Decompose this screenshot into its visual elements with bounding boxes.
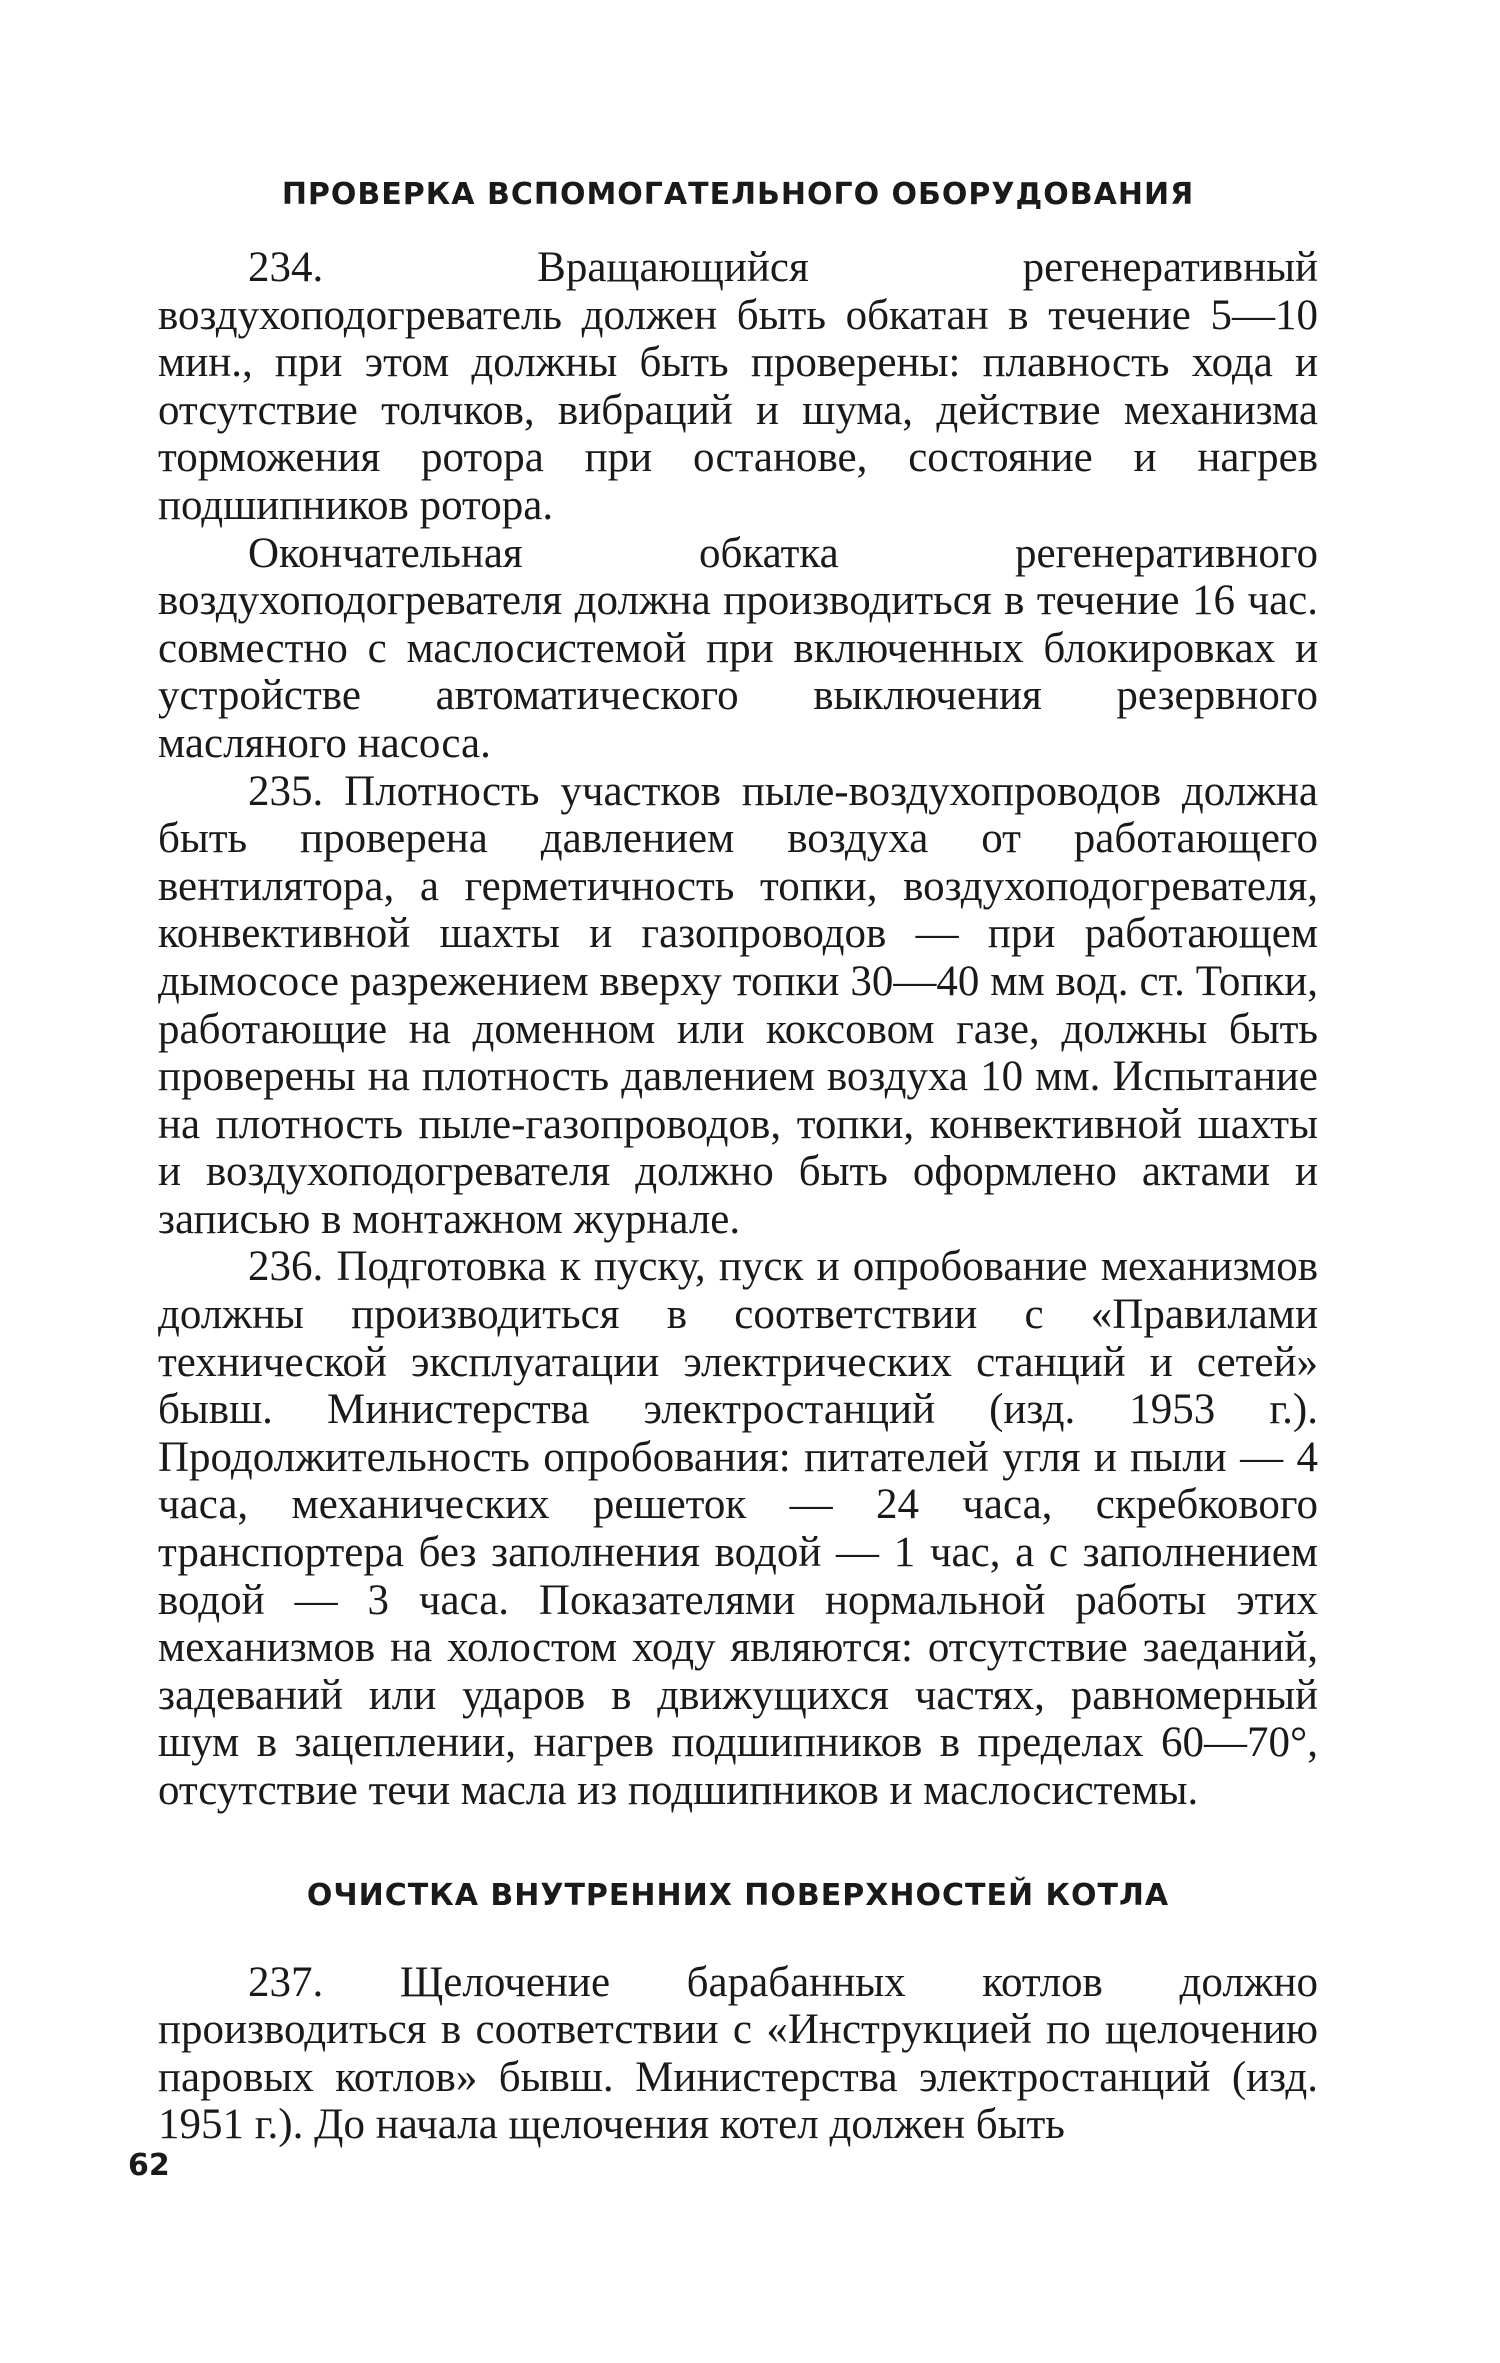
paragraph-234: 234. Вращающийся регенеративный воздухоподогреватель должен быть обкатан в течение 5—10 мин., при этом должны быть проверены: плавность хода и отсутствие толчков, вибраций и шума, действие механизма торможения ротора при останове, состояние и нагрев подшипников ротора. <box>158 244 1318 529</box>
section-heading-auxiliary-equipment: ПРОВЕРКА ВСПОМОГАТЕЛЬНОГО ОБОРУДОВАНИЯ <box>281 177 1195 212</box>
page-number: 62 <box>128 2148 170 2183</box>
paragraph-236: 236. Подготовка к пуску, пуск и опробование механизмов должны производиться в соответствии с «Правилами технической эксплуатации электрических станций и сетей» бывш. Министерства электростанций (изд. 1953 г.). Продолжительность опробования: питателей угля и пыли — 4 часа, механических решеток — 24 часа, скребкового транспортера без заполнения водой — 1 час, а с заполнением водой — 3 часа. Показателями нормальной работы этих механизмов на холостом ходу являются: отсутствие заеданий, задеваний или ударов в движущихся частях, равномерный шум в зацеплении, нагрев подшипников в пределах 60—70°, отсутствие течи масла из подшипников и маслосистемы. <box>158 1243 1318 1814</box>
paragraph-234-continued: Окончательная обкатка регенеративного воздухоподогревателя должна производиться в течение 16 час. совместно с маслосистемой при включенных блокировках и устройстве автоматического выключения резервного масляного насоса. <box>158 529 1318 767</box>
paragraph-237: 237. Щелочение барабанных котлов должно производиться в соответствии с «Инструкцией по щелочению паровых котлов» бывш. Министерства электростанций (изд. 1951 г.). До начала щелочения котел должен быть <box>158 1958 1318 2149</box>
page-body <box>158 150 1318 2149</box>
paragraph-235: 235. Плотность участков пыле-воздухопроводов должна быть проверена давлением воздуха от работающего вентилятора, а герметичность топки, воздухоподогревателя, конвективной шахты и газопроводов — при работающем дымососе разрежением вверху топки 30—40 мм вод. ст. Топки, работающие на доменном или коксовом газе, должны быть проверены на плотность давлением воздуха 10 мм. Испытание на плотность пыле-газопроводов, топки, конвективной шахты и воздухоподогревателя должно быть оформлено актами и записью в монтажном журнале. <box>158 767 1318 1243</box>
section-heading-boiler-cleaning: ОЧИСТКА ВНУТРЕННИХ ПОВЕРХНОСТЕЙ КОТЛА <box>306 1877 1170 1913</box>
